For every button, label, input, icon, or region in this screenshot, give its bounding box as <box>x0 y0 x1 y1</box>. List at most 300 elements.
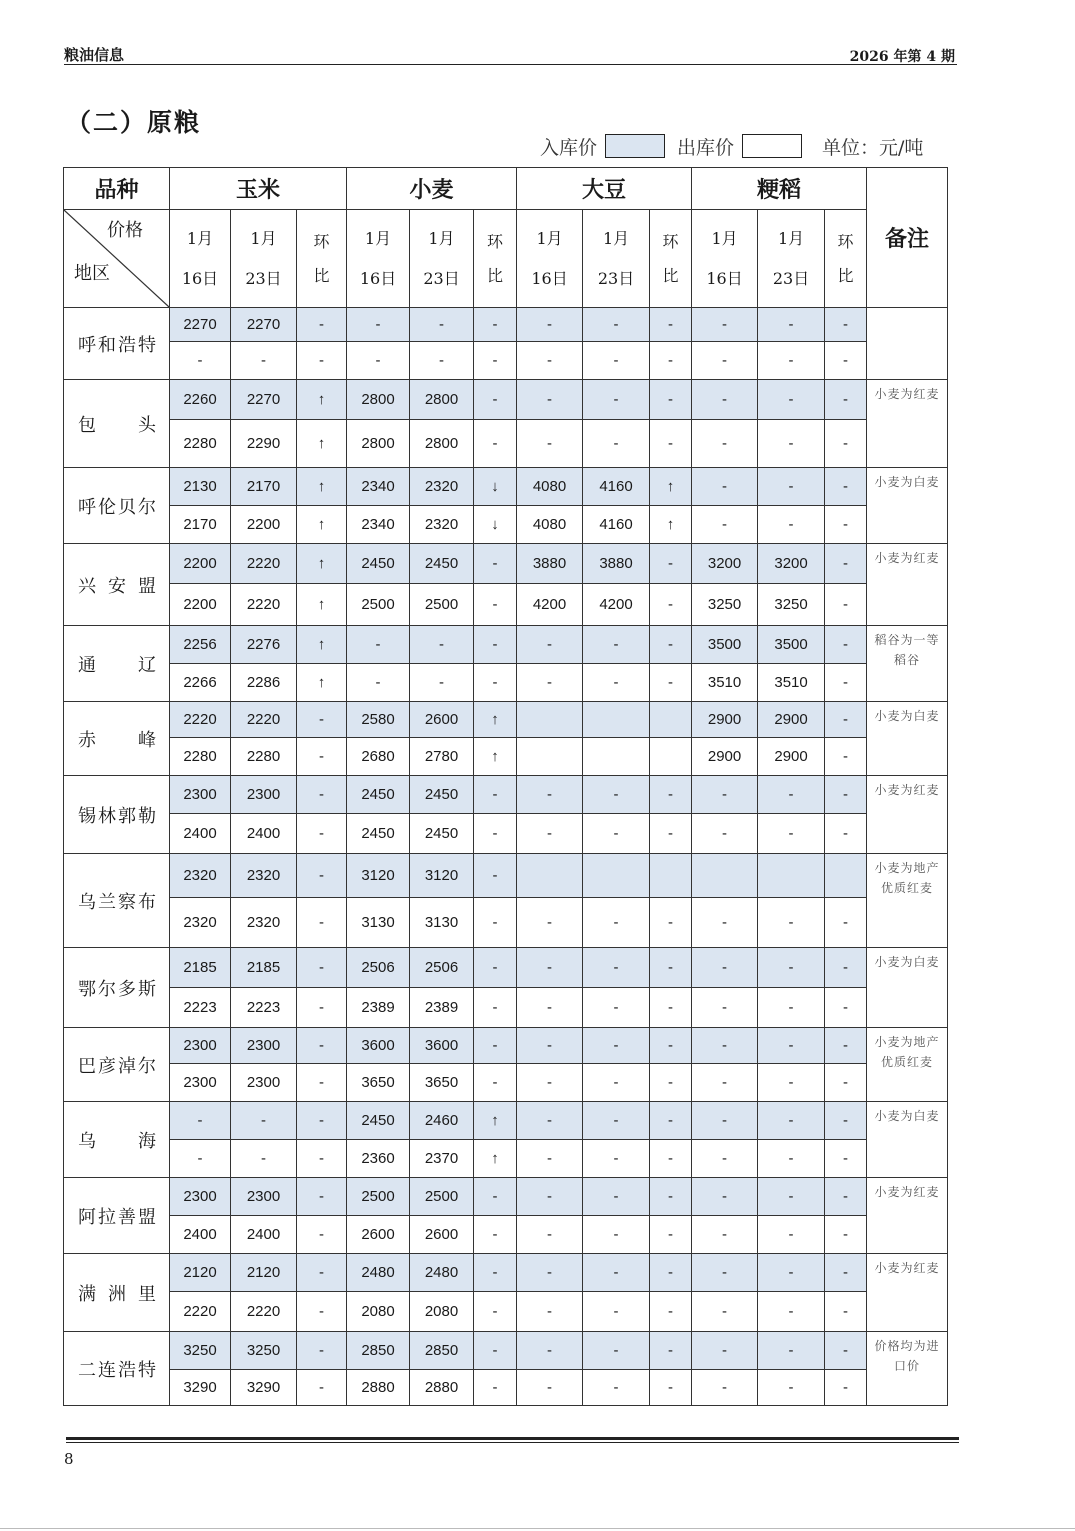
in-price-cell: - <box>650 1028 692 1064</box>
in-price-cell: 2300 <box>231 1028 297 1064</box>
in-price-cell: - <box>758 948 825 988</box>
subheader-date-16-0: 1月 16日 <box>170 210 231 308</box>
in-price-cell: ↑ <box>297 544 347 584</box>
in-price-cell: ↑ <box>297 380 347 420</box>
out-price-cell: - <box>474 584 517 626</box>
legend-unit: 单位：元/吨 <box>822 136 924 159</box>
out-price-cell: - <box>650 1370 692 1406</box>
out-price-cell: 4160 <box>583 506 650 544</box>
note-header: 备注 <box>867 168 948 308</box>
out-price-cell: 2320 <box>170 898 231 948</box>
out-price-cell: 3510 <box>692 664 758 702</box>
in-price-cell: - <box>825 702 867 738</box>
in-price-cell: 2120 <box>231 1254 297 1292</box>
in-price-cell: 2300 <box>170 776 231 814</box>
out-price-cell: 2080 <box>410 1292 474 1332</box>
region-name <box>64 626 170 702</box>
out-price-cell: - <box>825 342 867 380</box>
in-price-cell: 2220 <box>231 544 297 584</box>
region-name-text: 巴彦淖尔 <box>78 1055 156 1077</box>
region-name-text: 呼伦贝尔 <box>78 496 156 518</box>
in-price-cell: - <box>692 380 758 420</box>
out-price-cell: - <box>474 1292 517 1332</box>
out-price-cell: - <box>517 1292 583 1332</box>
out-price-cell: - <box>692 420 758 468</box>
out-price-cell: 2900 <box>692 738 758 776</box>
out-price-cell: - <box>583 420 650 468</box>
in-price-cell: - <box>825 1028 867 1064</box>
in-price-cell <box>825 854 867 898</box>
in-price-cell: - <box>347 308 410 342</box>
out-price-cell: 2500 <box>410 584 474 626</box>
out-price-cell: - <box>474 988 517 1028</box>
in-price-cell: - <box>297 1254 347 1292</box>
in-price-cell: - <box>825 626 867 664</box>
out-price-cell: 4200 <box>583 584 650 626</box>
region-name <box>64 1178 170 1254</box>
in-price-cell: - <box>758 1102 825 1140</box>
out-price-cell: 2800 <box>347 420 410 468</box>
in-price-cell <box>583 702 650 738</box>
in-price-cell: - <box>297 948 347 988</box>
in-price-cell: - <box>517 1254 583 1292</box>
out-price-cell: 2450 <box>347 814 410 854</box>
out-price-cell: - <box>650 1140 692 1178</box>
in-price-cell: 2850 <box>410 1332 474 1370</box>
crop-header-soybean: 大豆 <box>517 168 692 210</box>
out-price-cell: 2780 <box>410 738 474 776</box>
out-price-cell: - <box>517 1064 583 1102</box>
note-cell: 小麦为红麦 <box>867 1254 948 1332</box>
grain-price-table <box>63 167 948 1406</box>
in-price-cell: 3500 <box>758 626 825 664</box>
out-price-cell: 2680 <box>347 738 410 776</box>
out-price-cell: - <box>347 342 410 380</box>
in-price-cell: - <box>583 1178 650 1216</box>
region-name <box>64 702 170 776</box>
out-price-cell: - <box>692 898 758 948</box>
out-price-cell: - <box>474 1370 517 1406</box>
table-row <box>64 1216 948 1254</box>
in-price-cell: 2580 <box>347 702 410 738</box>
in-price-cell: - <box>517 1102 583 1140</box>
out-price-cell: - <box>474 420 517 468</box>
in-price-cell: - <box>758 468 825 506</box>
out-price-cell: - <box>758 420 825 468</box>
subheader-ratio-0: 环 比 <box>297 210 347 308</box>
subheader-date-23-2: 1月 23日 <box>583 210 650 308</box>
out-price-cell: - <box>583 1216 650 1254</box>
in-price-cell: - <box>170 1102 231 1140</box>
in-price-cell: - <box>474 1254 517 1292</box>
section-title: （二）原粮 <box>66 108 202 137</box>
in-price-cell: - <box>758 1332 825 1370</box>
out-price-cell: - <box>517 1216 583 1254</box>
in-price-cell: - <box>517 380 583 420</box>
out-price-cell: - <box>650 988 692 1028</box>
in-price-cell: - <box>692 1102 758 1140</box>
in-price-cell: - <box>650 1102 692 1140</box>
region-name-text: 阿拉善盟 <box>78 1206 156 1228</box>
price-region-corner <box>64 210 170 308</box>
table-row <box>64 898 948 948</box>
in-price-cell: 2270 <box>170 308 231 342</box>
out-price-cell: - <box>650 584 692 626</box>
table-row <box>64 738 948 776</box>
in-price-cell: 4080 <box>517 468 583 506</box>
in-price-cell: 2500 <box>410 1178 474 1216</box>
in-price-cell: 2260 <box>170 380 231 420</box>
in-price-cell: 2300 <box>231 776 297 814</box>
out-price-cell: - <box>825 738 867 776</box>
out-price-cell: 2900 <box>758 738 825 776</box>
table-row <box>64 506 948 544</box>
out-price-cell: - <box>650 420 692 468</box>
in-price-cell: - <box>825 468 867 506</box>
in-price-cell: - <box>650 544 692 584</box>
region-name-text: 兴安盟 <box>78 575 156 597</box>
in-price-cell: - <box>517 1332 583 1370</box>
out-price-cell: 2320 <box>231 898 297 948</box>
in-price-cell: - <box>692 308 758 342</box>
out-price-cell: 2200 <box>170 584 231 626</box>
note-cell: 小麦为白麦 <box>867 948 948 1028</box>
in-price-cell <box>650 854 692 898</box>
out-price-cell: ↓ <box>474 506 517 544</box>
out-price-cell: 2266 <box>170 664 231 702</box>
region-label: 地区 <box>74 263 110 284</box>
note-cell: 小麦为红麦 <box>867 1178 948 1254</box>
out-price-cell: - <box>650 664 692 702</box>
table-row <box>64 420 948 468</box>
table-row <box>64 948 948 988</box>
in-price-cell: - <box>650 380 692 420</box>
out-price-cell: - <box>297 1370 347 1406</box>
region-name-text: 赤 峰 <box>78 729 156 751</box>
subheader-date-16-2: 1月 16日 <box>517 210 583 308</box>
subheader-ratio-3: 环 比 <box>825 210 867 308</box>
in-price-cell: - <box>583 626 650 664</box>
in-price-cell: - <box>474 776 517 814</box>
out-price-cell: - <box>297 1140 347 1178</box>
region-name <box>64 380 170 468</box>
in-price-cell: - <box>410 626 474 664</box>
out-price-cell: - <box>583 342 650 380</box>
note-cell: 小麦为白麦 <box>867 1102 948 1178</box>
legend-out-swatch <box>742 134 802 158</box>
in-price-cell: 3500 <box>692 626 758 664</box>
out-price-cell: - <box>825 1064 867 1102</box>
subheader-date-23-3: 1月 23日 <box>758 210 825 308</box>
out-price-cell: - <box>170 1140 231 1178</box>
out-price-cell: - <box>650 342 692 380</box>
out-price-cell: - <box>825 814 867 854</box>
out-price-cell: 2389 <box>410 988 474 1028</box>
region-name-text: 乌 海 <box>78 1130 156 1152</box>
in-price-cell: 4160 <box>583 468 650 506</box>
in-price-cell <box>758 854 825 898</box>
in-price-cell: - <box>692 776 758 814</box>
in-price-cell: - <box>474 854 517 898</box>
note-cell: 小麦为红麦 <box>867 776 948 854</box>
in-price-cell <box>692 854 758 898</box>
out-price-cell: - <box>650 1216 692 1254</box>
in-price-cell: 2340 <box>347 468 410 506</box>
in-price-cell: - <box>758 776 825 814</box>
region-name-text: 呼和浩特 <box>78 334 156 356</box>
table-row <box>64 1028 948 1064</box>
out-price-cell: - <box>758 1292 825 1332</box>
in-price-cell: 2600 <box>410 702 474 738</box>
in-price-cell: - <box>297 854 347 898</box>
in-price-cell: 2200 <box>170 544 231 584</box>
table-row <box>64 664 948 702</box>
in-price-cell: 2800 <box>347 380 410 420</box>
table-row <box>64 1102 948 1140</box>
subheader-ratio-1: 环 比 <box>474 210 517 308</box>
out-price-cell: 3650 <box>410 1064 474 1102</box>
out-price-cell: 2220 <box>170 1292 231 1332</box>
in-price-cell: - <box>692 1332 758 1370</box>
out-price-cell: 2280 <box>170 738 231 776</box>
in-price-cell: 2185 <box>170 948 231 988</box>
in-price-cell: - <box>583 1028 650 1064</box>
in-price-cell: ↑ <box>297 626 347 664</box>
in-price-cell: 2170 <box>231 468 297 506</box>
in-price-cell: - <box>692 1028 758 1064</box>
out-price-cell: - <box>231 342 297 380</box>
in-price-cell: - <box>758 1254 825 1292</box>
in-price-cell: - <box>650 776 692 814</box>
out-price-cell: - <box>297 738 347 776</box>
out-price-cell: 2200 <box>231 506 297 544</box>
table-row <box>64 854 948 898</box>
out-price-cell: 2300 <box>231 1064 297 1102</box>
out-price-cell: - <box>758 814 825 854</box>
in-price-cell: - <box>583 380 650 420</box>
in-price-cell <box>517 854 583 898</box>
out-price-cell: 2360 <box>347 1140 410 1178</box>
out-price-cell: 3510 <box>758 664 825 702</box>
out-price-cell: - <box>650 814 692 854</box>
table-row <box>64 626 948 664</box>
note-cell: 小麦为白麦 <box>867 702 948 776</box>
in-price-cell: - <box>517 626 583 664</box>
in-price-cell: - <box>583 776 650 814</box>
out-price-cell: - <box>297 1292 347 1332</box>
in-price-cell: - <box>297 1102 347 1140</box>
out-price-cell: 2300 <box>170 1064 231 1102</box>
out-price-cell: - <box>231 1140 297 1178</box>
out-price-cell: 2880 <box>410 1370 474 1406</box>
out-price-cell: 2223 <box>170 988 231 1028</box>
in-price-cell: - <box>825 948 867 988</box>
in-price-cell: - <box>297 1028 347 1064</box>
out-price-cell: - <box>692 1064 758 1102</box>
in-price-cell: 2500 <box>347 1178 410 1216</box>
out-price-cell: - <box>650 1292 692 1332</box>
variety-header: 品种 <box>64 168 170 210</box>
in-price-cell: ↑ <box>297 468 347 506</box>
region-name <box>64 776 170 854</box>
in-price-cell: 2320 <box>170 854 231 898</box>
table-row <box>64 776 948 814</box>
in-price-cell: - <box>231 1102 297 1140</box>
note-cell: 小麦为白麦 <box>867 468 948 544</box>
out-price-cell: - <box>583 664 650 702</box>
in-price-cell: 3880 <box>583 544 650 584</box>
out-price-cell: 2600 <box>347 1216 410 1254</box>
note-cell: 小麦为红麦 <box>867 544 948 626</box>
table-row <box>64 1292 948 1332</box>
header-rule <box>64 64 957 65</box>
out-price-cell: ↑ <box>474 1140 517 1178</box>
in-price-cell: - <box>692 1254 758 1292</box>
out-price-cell: 3290 <box>231 1370 297 1406</box>
in-price-cell: - <box>650 626 692 664</box>
in-price-cell: 2220 <box>231 702 297 738</box>
in-price-cell: - <box>297 776 347 814</box>
in-price-cell: - <box>583 948 650 988</box>
out-price-cell: ↑ <box>297 664 347 702</box>
in-price-cell: 3120 <box>410 854 474 898</box>
in-price-cell: 3250 <box>231 1332 297 1370</box>
out-price-cell: - <box>517 342 583 380</box>
out-price-cell: 2400 <box>231 1216 297 1254</box>
in-price-cell: 2185 <box>231 948 297 988</box>
out-price-cell <box>517 738 583 776</box>
table-row <box>64 308 948 342</box>
in-price-cell: - <box>583 1254 650 1292</box>
out-price-cell: - <box>170 342 231 380</box>
in-price-cell: - <box>517 948 583 988</box>
region-name-text: 满洲里 <box>78 1283 156 1305</box>
out-price-cell: 2280 <box>170 420 231 468</box>
out-price-cell <box>583 738 650 776</box>
out-price-cell: - <box>758 1370 825 1406</box>
out-price-cell: - <box>692 814 758 854</box>
region-name-text: 鄂尔多斯 <box>78 978 156 1000</box>
in-price-cell <box>517 702 583 738</box>
in-price-cell: - <box>825 1178 867 1216</box>
in-price-cell: - <box>517 776 583 814</box>
out-price-cell: - <box>410 664 474 702</box>
note-cell: 稻谷为一等稻谷 <box>867 626 948 702</box>
in-price-cell: 3600 <box>410 1028 474 1064</box>
out-price-cell: - <box>825 420 867 468</box>
note-cell: 小麦为红麦 <box>867 380 948 468</box>
out-price-cell: 3290 <box>170 1370 231 1406</box>
in-price-cell: - <box>825 1102 867 1140</box>
note-cell: 价格均为进口价 <box>867 1332 948 1406</box>
table-row <box>64 1370 948 1406</box>
subheader-date-16-3: 1月 16日 <box>692 210 758 308</box>
out-price-cell: 2320 <box>410 506 474 544</box>
in-price-cell: - <box>692 948 758 988</box>
in-price-cell: - <box>825 380 867 420</box>
out-price-cell: 4080 <box>517 506 583 544</box>
in-price-cell: - <box>758 308 825 342</box>
in-price-cell: ↓ <box>474 468 517 506</box>
region-name-text: 通 辽 <box>78 654 156 676</box>
out-price-cell: - <box>517 420 583 468</box>
in-price-cell: - <box>825 776 867 814</box>
out-price-cell: - <box>583 1140 650 1178</box>
region-name <box>64 948 170 1028</box>
in-price-cell: - <box>474 1332 517 1370</box>
out-price-cell: 3250 <box>758 584 825 626</box>
in-price-cell: 2506 <box>410 948 474 988</box>
in-price-cell: 2320 <box>410 468 474 506</box>
note-cell: 小麦为地产优质红麦 <box>867 1028 948 1102</box>
out-price-cell: - <box>650 898 692 948</box>
in-price-cell: - <box>650 1254 692 1292</box>
in-price-cell: 2276 <box>231 626 297 664</box>
table-row <box>64 814 948 854</box>
in-price-cell: - <box>825 308 867 342</box>
in-price-cell: ↑ <box>474 1102 517 1140</box>
in-price-cell: - <box>474 380 517 420</box>
out-price-cell: - <box>517 1140 583 1178</box>
out-price-cell: - <box>517 664 583 702</box>
region-name <box>64 1028 170 1102</box>
out-price-cell: 2600 <box>410 1216 474 1254</box>
table-row <box>64 988 948 1028</box>
out-price-cell: - <box>583 1370 650 1406</box>
out-price-cell: - <box>297 342 347 380</box>
subheader-date-23-0: 1月 23日 <box>231 210 297 308</box>
out-price-cell: - <box>517 814 583 854</box>
out-price-cell: - <box>650 1064 692 1102</box>
region-name <box>64 468 170 544</box>
in-price-cell: - <box>692 468 758 506</box>
out-price-cell: - <box>692 1292 758 1332</box>
in-price-cell: - <box>297 308 347 342</box>
out-price-cell: - <box>758 342 825 380</box>
out-price-cell: - <box>825 988 867 1028</box>
out-price-cell: - <box>825 1216 867 1254</box>
table-row <box>64 342 948 380</box>
out-price-cell: 3130 <box>410 898 474 948</box>
out-price-cell: 2400 <box>231 814 297 854</box>
out-price-cell: - <box>583 1064 650 1102</box>
in-price-cell: - <box>517 308 583 342</box>
in-price-cell: 2300 <box>231 1178 297 1216</box>
note-cell <box>867 308 948 380</box>
out-price-cell: - <box>474 898 517 948</box>
legend-out-label: 出库价 <box>677 136 735 159</box>
out-price-cell: - <box>517 988 583 1028</box>
note-cell: 小麦为地产优质红麦 <box>867 854 948 948</box>
out-price-cell: - <box>347 664 410 702</box>
issue-label: 2026 年第 4 期 <box>849 49 955 65</box>
out-price-cell: - <box>474 814 517 854</box>
in-price-cell: 2450 <box>347 1102 410 1140</box>
out-price-cell: 2340 <box>347 506 410 544</box>
in-price-cell: - <box>474 544 517 584</box>
region-name <box>64 1254 170 1332</box>
in-price-cell: 3880 <box>517 544 583 584</box>
in-price-cell: 2256 <box>170 626 231 664</box>
in-price-cell: - <box>474 948 517 988</box>
in-price-cell: 2300 <box>170 1178 231 1216</box>
in-price-cell: 2300 <box>170 1028 231 1064</box>
footer-rule-thin <box>66 1442 959 1443</box>
in-price-cell: - <box>474 626 517 664</box>
in-price-cell: 2900 <box>692 702 758 738</box>
in-price-cell: ↑ <box>474 702 517 738</box>
crop-header-wheat: 小麦 <box>347 168 517 210</box>
